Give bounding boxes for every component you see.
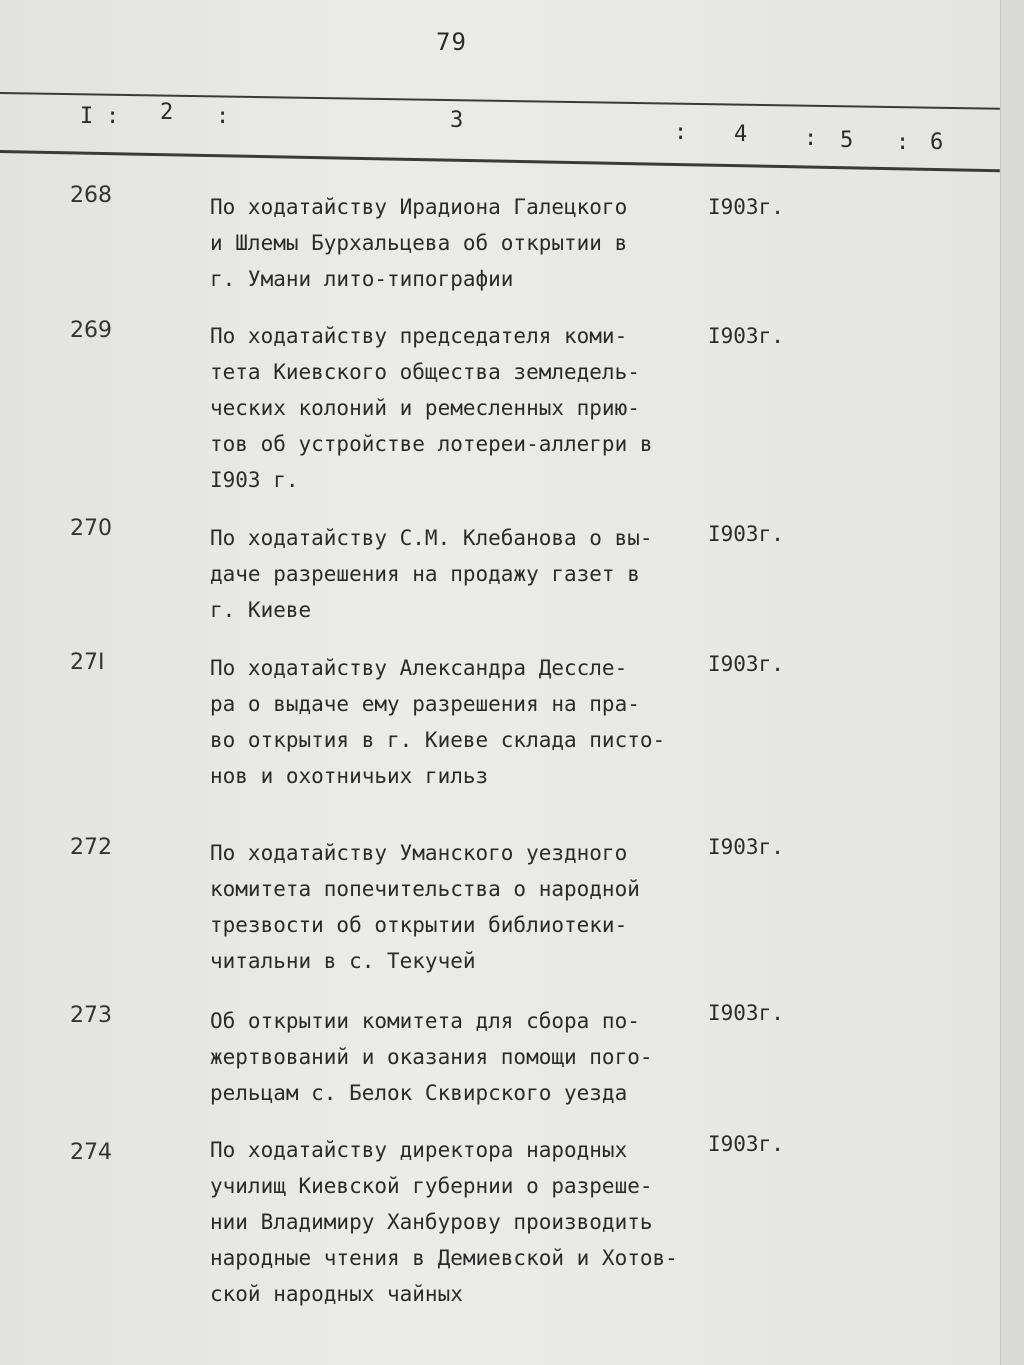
entry-number: 269 xyxy=(70,318,112,343)
entry-text: По ходатайству С.М. Клебанова о вы- даче разрешения на продажу газет в г. Киеве xyxy=(210,526,653,622)
column-header-2: 2 xyxy=(160,100,174,125)
entry-text: По ходатайству Ирадиона Галецкого и Шлемы Бурхальцева об открытии в г. Умани лито-типографии xyxy=(210,195,628,291)
column-separator: : xyxy=(896,130,910,155)
entry-year: I903г. xyxy=(708,1001,784,1025)
entry-number: 273 xyxy=(70,1003,112,1028)
entry-year: I903г. xyxy=(708,324,784,348)
entry-text: По ходатайству Уманского уездного комитета попечительства о народной трезвости об открытии библиотеки- читальни в с. Текучей xyxy=(210,841,640,973)
entry-number: 274 xyxy=(70,1140,112,1165)
header-rule-top xyxy=(0,92,1000,110)
entry-year: I903г. xyxy=(708,652,784,676)
entry-number: 268 xyxy=(70,183,112,208)
column-header-5: 5 xyxy=(840,128,854,153)
column-header-6: 6 xyxy=(930,130,944,155)
header-rule-bottom xyxy=(0,150,1000,172)
entry-year: I903г. xyxy=(708,1132,784,1156)
column-header-4: 4 xyxy=(734,122,748,147)
column-separator: : xyxy=(674,120,688,145)
page-number: 79 xyxy=(436,28,467,56)
entry-number: 270 xyxy=(70,516,112,541)
entry-text: По ходатайству Александра Десслe- ра о выдаче ему разрешения на пра- во открытия в г. Киеве склада писто- нов и охотничьих гильз xyxy=(210,656,666,788)
column-header-3: 3 xyxy=(450,108,464,133)
column-separator: : xyxy=(216,104,230,129)
column-separator: : xyxy=(804,126,818,151)
entry-text: Об открытии комитета для сбора по- жертвований и оказания помощи пого- рельцам с. Белок Сквирского уезда xyxy=(210,1009,653,1105)
column-separator: : xyxy=(106,104,120,129)
entry-text: По ходатайству директора народных училищ Киевской губернии о разреше- нии Владимиру Ханбурову производить народные чтения в Демиевской и Хотов- ской народных чайных xyxy=(210,1138,678,1306)
column-header-1: I xyxy=(80,104,94,129)
entry-year: I903г. xyxy=(708,835,784,859)
entry-year: I903г. xyxy=(708,195,784,219)
entry-number: 27I xyxy=(70,650,105,675)
entry-number: 272 xyxy=(70,835,112,860)
entry-year: I903г. xyxy=(708,522,784,546)
entry-text: По ходатайству председателя коми- тета Киевского общества земледель- ческих колоний и ремесленных прию- тов об устройстве лотереи-аллегри в I903 г. xyxy=(210,324,653,492)
